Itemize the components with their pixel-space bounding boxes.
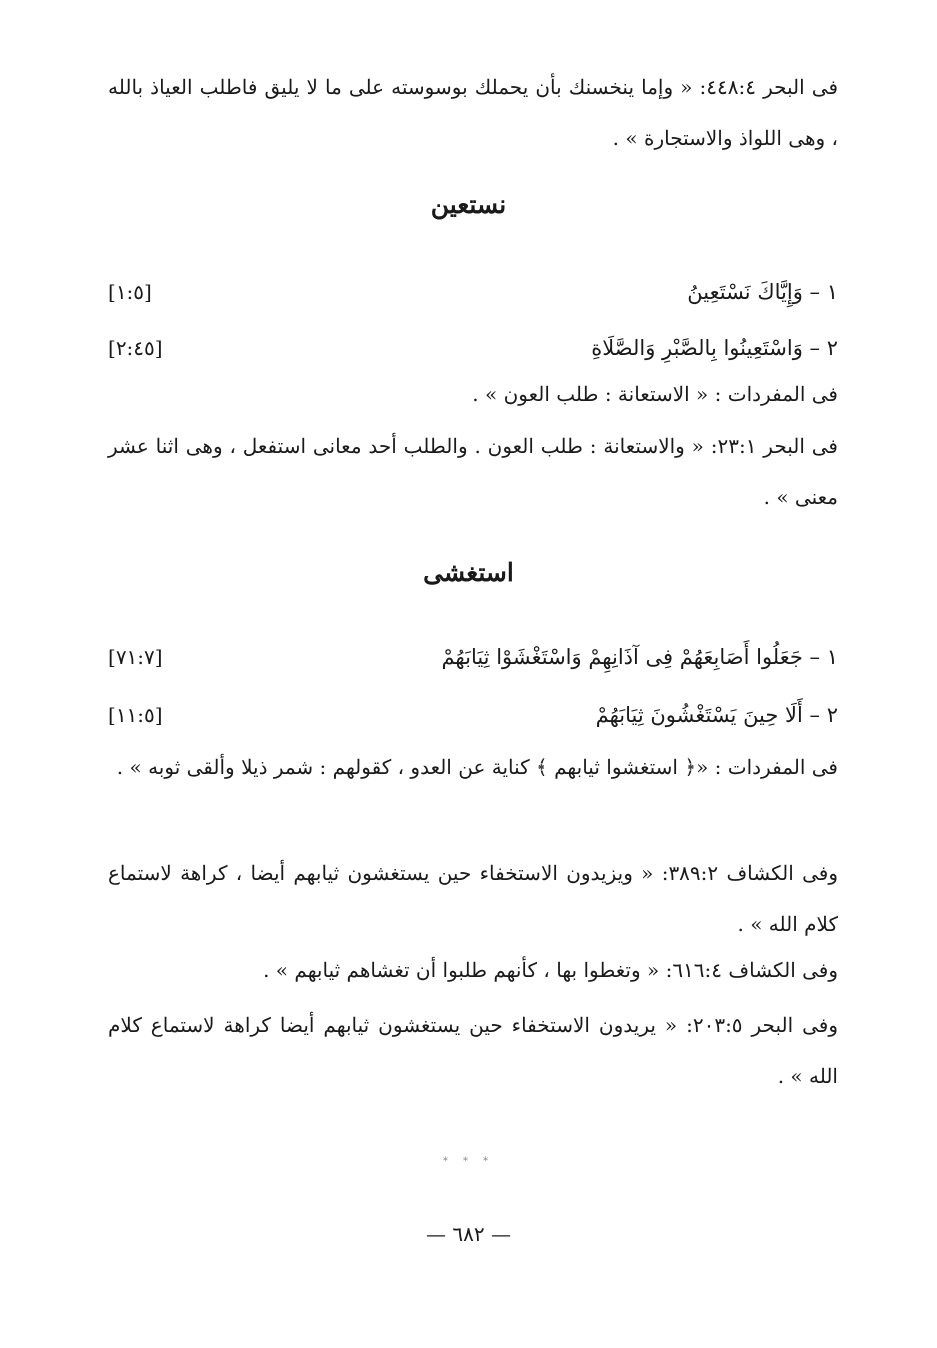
paragraph-bahr-23: فى البحر ٢٣:١: « والاستعانة : طلب العون . والطلب أحد معانى استفعل ، وهى اثنا عشر معنى » . (108, 434, 838, 509)
verse-reference: [١:٥] (108, 280, 152, 304)
section-heading-istaghsha: استغشى (423, 558, 514, 587)
paragraph-mufradat-istaghshaw: فى المفردات : «﴿ استغشوا ثيابهم ﴾ كناية عن العدو ، كقولهم : شمر ذيلا وألقى ثوبه » . (116, 755, 838, 779)
verse-reference: [٢:٤٥] (108, 336, 163, 360)
paragraph-bahr-448: فى البحر ٤٤٨:٤: « وإما ينخسنك بأن يحملك بوسوسته على ما لا يليق فاطلب العياذ بالله ، وهى اللواذ والاستجارة » . (108, 75, 839, 150)
paragraph-mufradat-istiana: فى المفردات : « الاستعانة : طلب العون » . (472, 382, 838, 406)
section-separator: * * * (442, 1156, 495, 1167)
verse-reference: [١١:٥] (108, 703, 163, 727)
verse-text: ٢ – وَاسْتَعِينُوا بِالصَّبْرِ وَالصَّلَاةِ (591, 336, 838, 360)
verse-entry (108, 645, 838, 685)
section-heading-nastaeen: نستعين (430, 190, 507, 219)
verse-reference: [٧١:٧] (108, 645, 163, 669)
verse-text: ٢ – أَلَا حِينَ يَسْتَغْشُونَ ثِيَابَهُمْ (595, 703, 838, 727)
verse-entry (108, 703, 838, 743)
verse-text: ١ – وَإِيَّاكَ نَسْتَعِينُ (687, 280, 838, 304)
verse-entry (108, 280, 838, 320)
paragraph-kashshaf-616: وفى الكشاف ٦١٦:٤: « وتغطوا بها ، كأنهم طلبوا أن تغشاهم ثيابهم » . (263, 958, 838, 982)
verse-text: ١ – جَعَلُوا أَصَابِعَهُمْ فِى آذَانِهِمْ وَاسْتَغْشَوْا ثِيَابَهُمْ (441, 645, 838, 669)
paragraph-kashshaf-389: وفى الكشاف ٣٨٩:٢: « ويزيدون الاستخفاء حين يستغشون ثيابهم أيضا ، كراهة لاستماع كلام الله » . (108, 861, 838, 936)
paragraph-bahr-203: وفى البحر ٢٠٣:٥: « يريدون الاستخفاء حين يستغشون ثيابهم أيضا كراهة لاستماع كلام الله » . (108, 1013, 839, 1088)
page-number: — ٦٨٢ — (426, 1222, 511, 1246)
